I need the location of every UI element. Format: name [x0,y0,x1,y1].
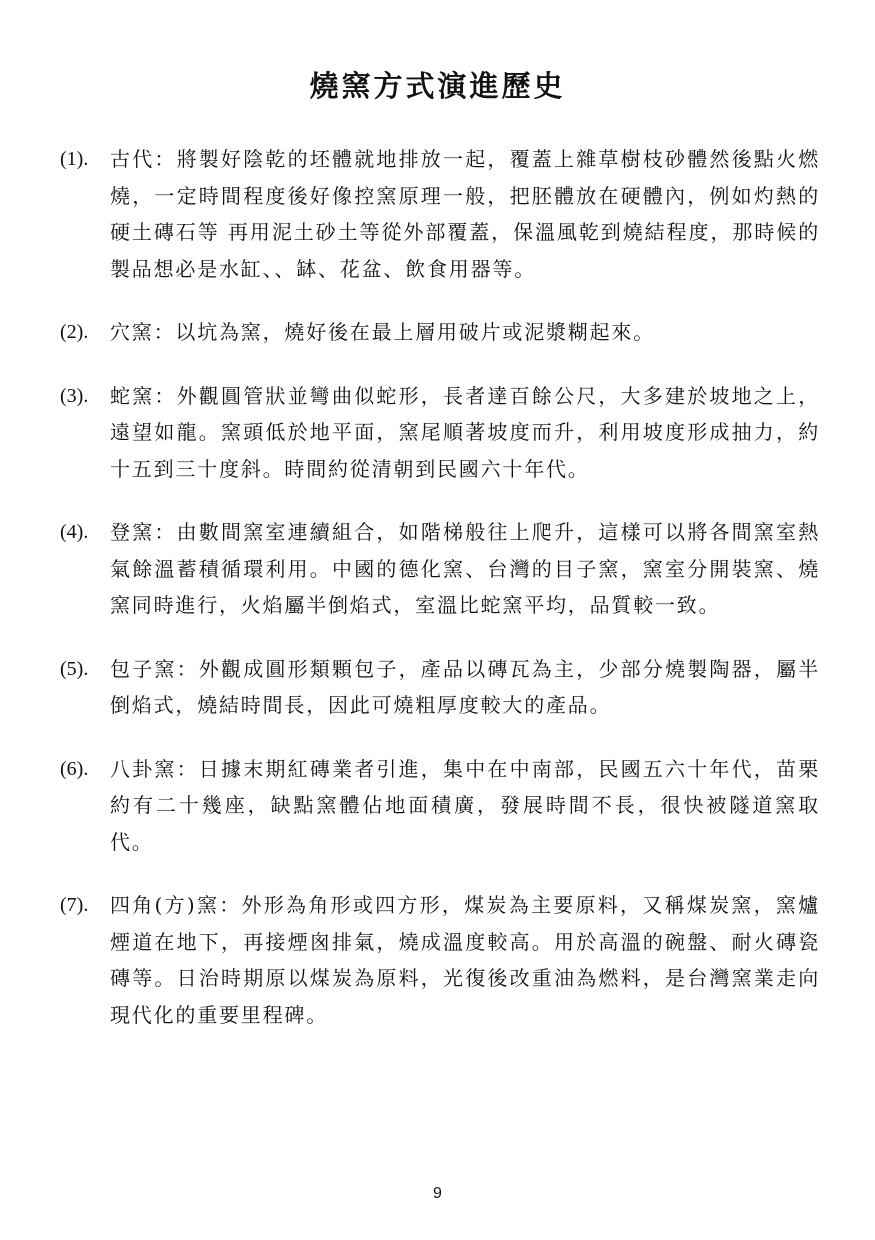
item-number: (7). [60,894,89,916]
list-item [60,514,820,624]
item-text: 四角(方)窯：外形為角形或四方形，煤炭為主要原料，又稱煤炭窯，窯爐煙道在地下，再接煙囪排氣，燒成溫度較高。用於高溫的碗盤、耐火磚瓷磚等。日治時期原以煤炭為原料，光復後改重油為燃料，是台灣窯業走向現代化的重要里程碑。 [110,893,820,1027]
list-item [60,651,820,724]
item-text: 古代：將製好陰乾的坯體就地排放一起，覆蓋上雜草樹枝砂體然後點火燃燒，一定時間程度後好像控窯原理一般，把胚體放在硬體內，例如灼熱的硬土磚石等 再用泥土砂土等從外部覆蓋，保溫風乾到燒結程度，那時候的製品想必是水缸、、缽、花盆、飲食用器等。 [110,147,820,281]
item-number: (1). [60,148,89,170]
item-text: 包子窯：外觀成圓形類顆包子，產品以磚瓦為主，少部分燒製陶器，屬半倒焰式，燒結時間長，因此可燒粗厚度較大的產品。 [110,656,820,717]
list-item [60,751,820,861]
list-item [60,141,820,287]
item-text: 穴窯：以坑為窯，燒好後在最上層用破片或泥漿糊起來。 [110,320,655,344]
list-item [60,378,820,488]
item-number: (3). [60,384,89,407]
list-item [60,887,820,1033]
list-item [60,314,820,351]
item-number: (2). [60,321,89,343]
page-title: 燒窯方式演進歷史 [309,69,566,103]
kiln-history-list [60,141,820,1033]
item-number: (4). [60,521,89,543]
item-text: 蛇窯：外觀圓管狀並彎曲似蛇形，長者達百餘公尺，大多建於坡地之上，遠望如龍。窯頭低於地平面，窯尾順著坡度而升，利用坡度形成抽力，約十五到三十度斜。時間約從清朝到民國六十年代。 [110,383,820,481]
item-text: 登窯：由數間窯室連續組合，如階梯般往上爬升，這樣可以將各間窯室熱氣餘溫蓄積循環利用。中國的德化窯、台灣的目子窯，窯室分開裝窯、燒窯同時進行，火焰屬半倒焰式，室溫比蛇窯平均，品質較一致。 [110,520,820,617]
item-number: (6). [60,757,89,780]
page-number: 9 [433,1185,442,1202]
item-text: 八卦窯：日據末期紅磚業者引進，集中在中南部，民國五六十年代，苗栗約有二十幾座，缺點窯體佔地面積廣，發展時間不長，很快被隧道窯取代。 [110,756,820,854]
item-number: (5). [60,657,89,680]
